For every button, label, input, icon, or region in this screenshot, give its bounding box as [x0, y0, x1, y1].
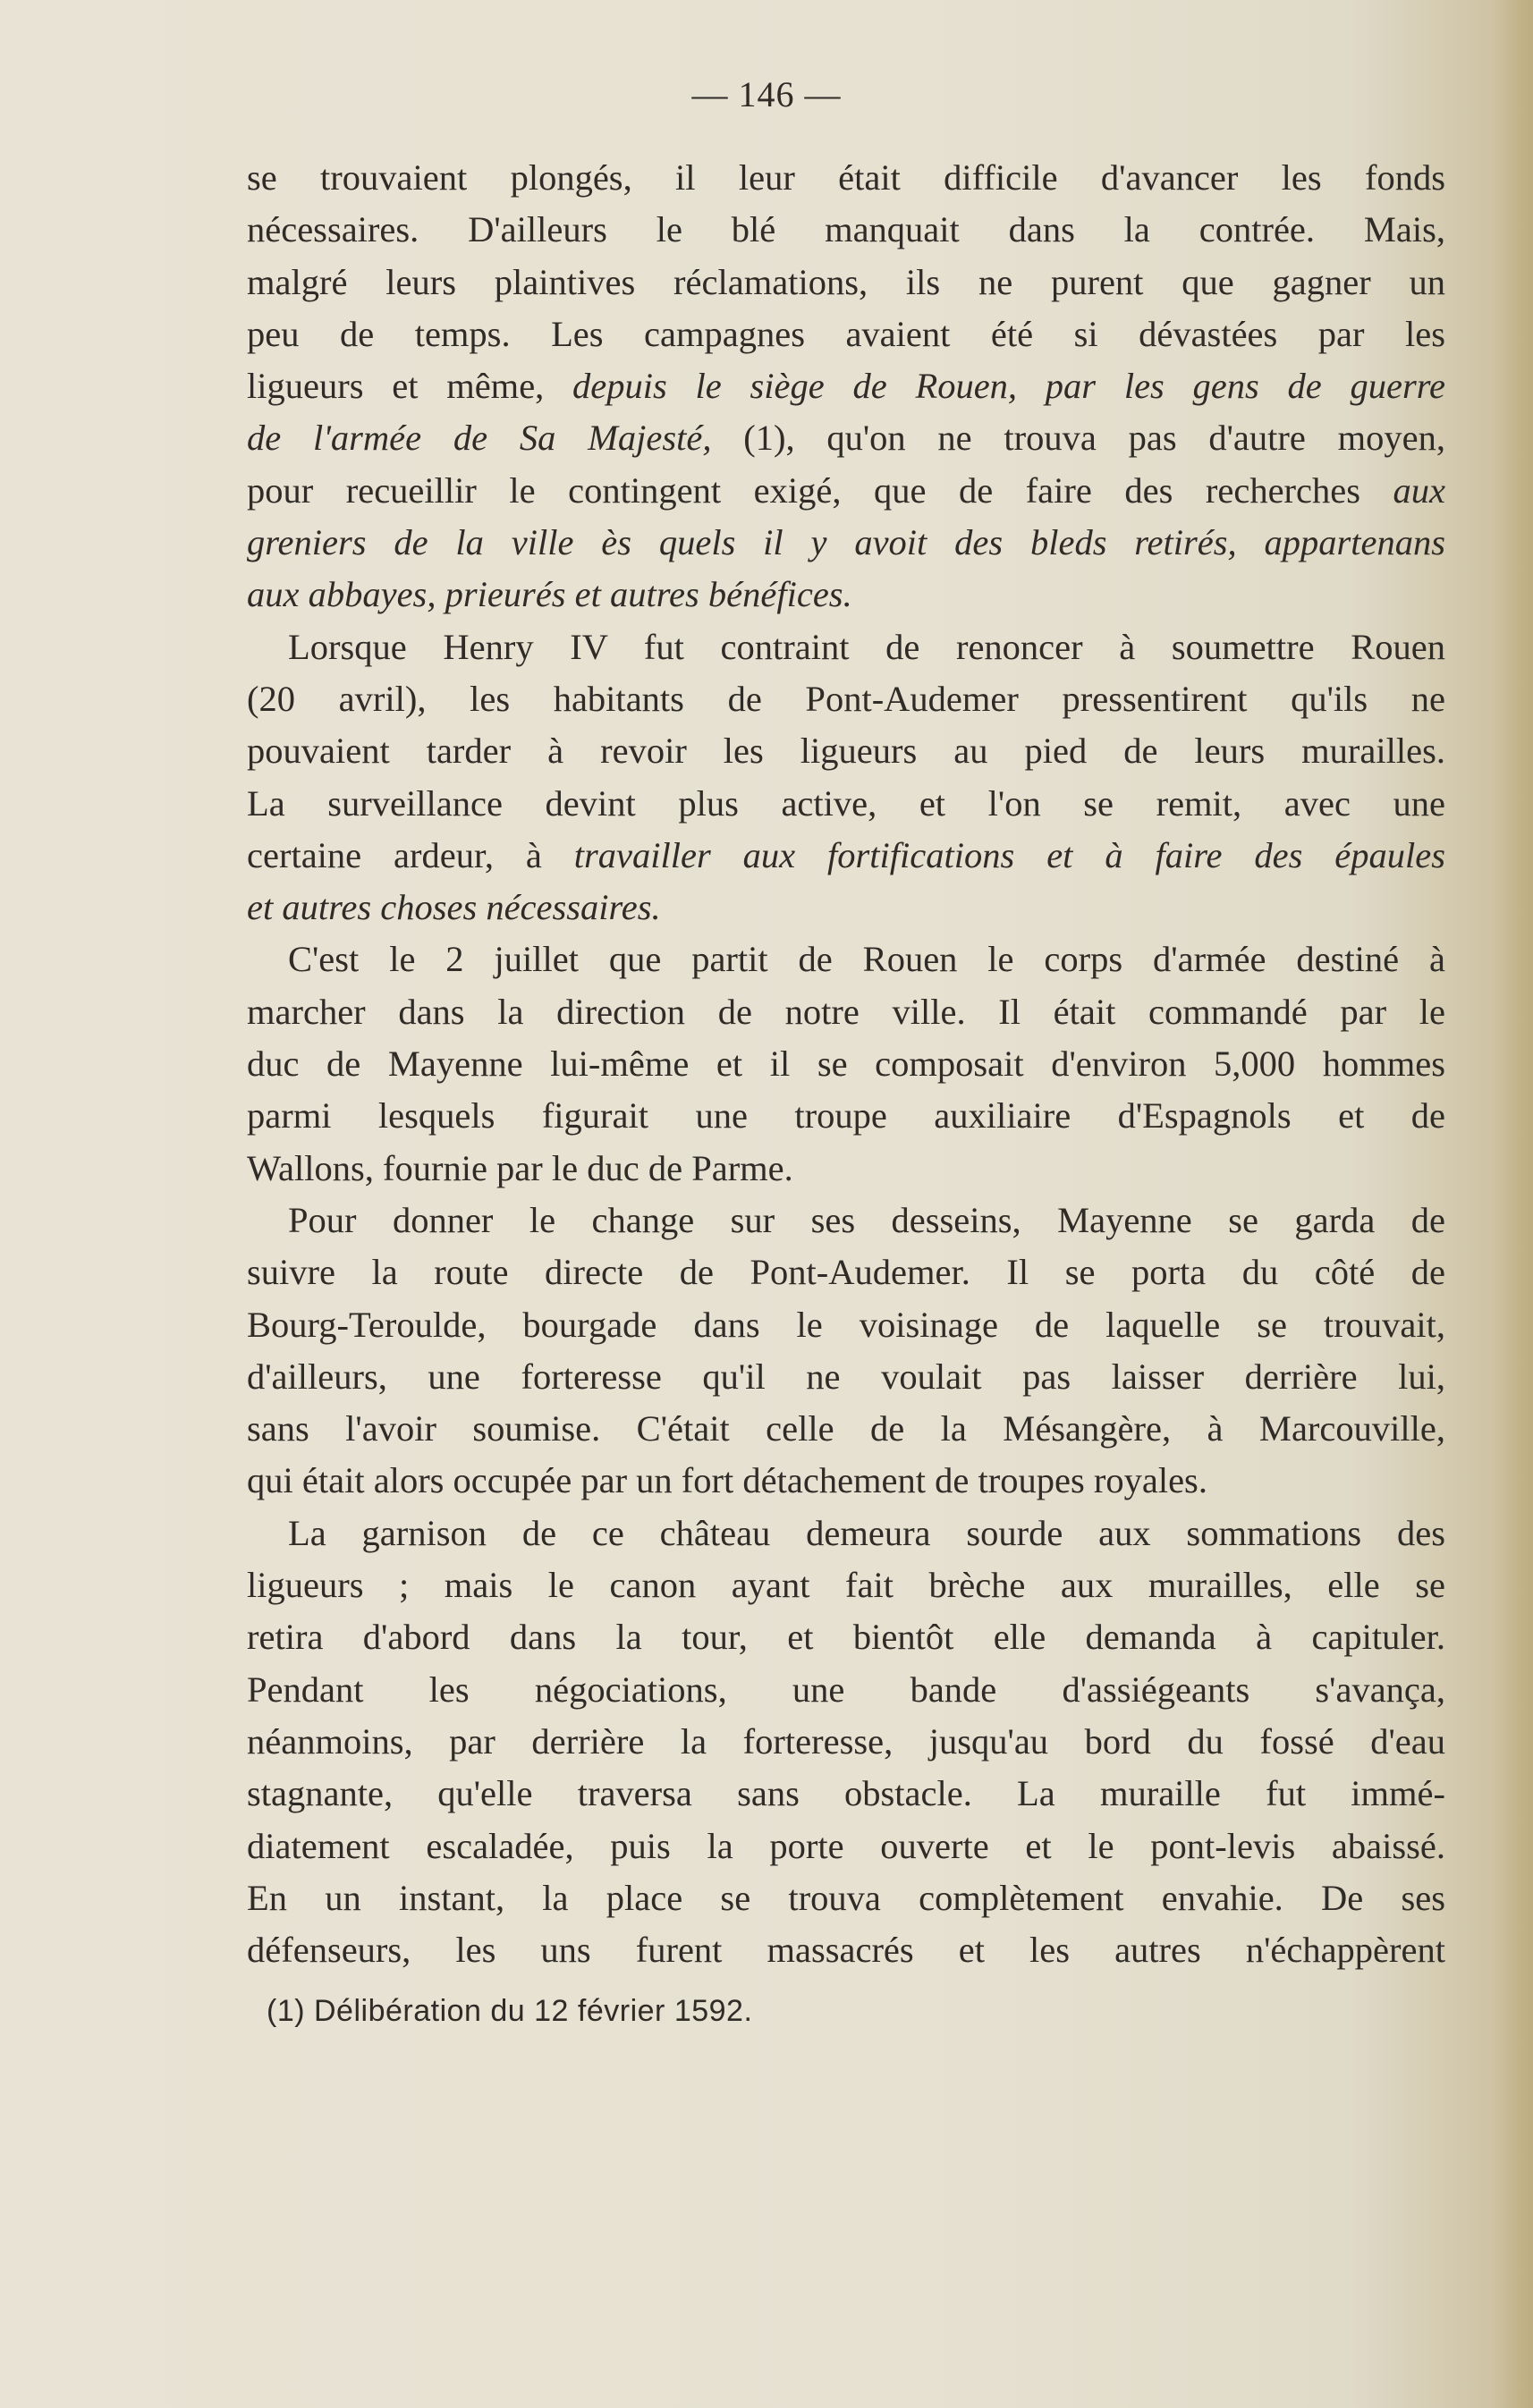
text-line: retira d'abord dans la tour, et bientôt elle demanda à capituler. [247, 1617, 1445, 1658]
text-line: d'ailleurs, une forteresse qu'il ne voulait pas laisser derrière lui, [247, 1356, 1445, 1397]
text-line: de l'armée de Sa Majesté, (1), qu'on ne trouva pas d'autre moyen, [247, 418, 1445, 459]
text-line: ligueurs et même, depuis le siège de Rouen, par les gens de guerre [247, 366, 1445, 407]
text-line: pouvaient tarder à revoir les ligueurs au pied de leurs murailles. [247, 731, 1445, 772]
text-line: se trouvaient plongés, il leur était difficile d'avancer les fonds [247, 157, 1445, 198]
text-line: parmi lesquels figurait une troupe auxiliaire d'Espagnols et de [247, 1095, 1445, 1136]
page-edge-shadow [1492, 0, 1533, 2408]
text-line: qui était alors occupée par un fort détachement de troupes royales. [247, 1460, 1207, 1501]
text-line: Wallons, fournie par le duc de Parme. [247, 1147, 793, 1188]
text-line: marcher dans la direction de notre ville. Il était commandé par le [247, 991, 1445, 1032]
text-line: Pour donner le change sur ses desseins, Mayenne se garda de [288, 1199, 1445, 1240]
text-line: duc de Mayenne lui-même et il se composait d'environ 5,000 hommes [247, 1043, 1445, 1085]
text-line: nécessaires. D'ailleurs le blé manquait dans la contrée. Mais, [247, 209, 1445, 250]
text-line: diatement escaladée, puis la porte ouverte et le pont-levis abaissé. [247, 1825, 1445, 1866]
text-line: ligueurs ; mais le canon ayant fait brèche aux murailles, elle se [247, 1565, 1445, 1606]
body-text [247, 152, 1445, 1976]
text-line: Bourg-Teroulde, bourgade dans le voisinage de laquelle se trouvait, [247, 1304, 1445, 1345]
text-line: C'est le 2 juillet que partit de Rouen le corps d'armée destiné à [288, 939, 1445, 980]
text-line: suivre la route directe de Pont-Audemer. Il se porta du côté de [247, 1252, 1445, 1293]
text-line: certaine ardeur, à travailler aux fortifications et à faire des épaules [247, 834, 1445, 875]
text-line: stagnante, qu'elle traversa sans obstacle. La muraille fut immé- [247, 1773, 1445, 1814]
text-line: aux abbayes, prieurés et autres bénéfices. [247, 574, 852, 615]
text-line: En un instant, la place se trouva complètement envahie. De ses [247, 1877, 1445, 1918]
text-line: néanmoins, par derrière la forteresse, jusqu'au bord du fossé d'eau [247, 1720, 1445, 1762]
text-line: peu de temps. Les campagnes avaient été si dévastées par les [247, 313, 1445, 354]
text-line: La surveillance devint plus active, et l'on se remit, avec une [247, 782, 1445, 824]
footnote: (1) Délibération du 12 février 1592. [267, 1994, 753, 2028]
text-line: Pendant les négociations, une bande d'assiégeants s'avança, [247, 1669, 1445, 1710]
text-line: La garnison de ce château demeura sourde aux sommations des [288, 1512, 1445, 1553]
text-line: et autres choses nécessaires. [247, 887, 661, 928]
text-line: (20 avril), les habitants de Pont-Audemer pressentirent qu'ils ne [247, 678, 1445, 719]
text-line: sans l'avoir soumise. C'était celle de la Mésangère, à Marcouville, [247, 1408, 1445, 1449]
text-line: Lorsque Henry IV fut contraint de renoncer à soumettre Rouen [288, 626, 1445, 667]
text-line: défenseurs, les uns furent massacrés et les autres n'échappèrent [247, 1930, 1445, 1971]
page-number: — 146 — [691, 74, 842, 114]
text-line: greniers de la ville ès quels il y avoit des bleds retirés, appartenans [247, 522, 1445, 563]
text-line: pour recueillir le contingent exigé, que de faire des recherches aux [247, 469, 1445, 511]
text-line: malgré leurs plaintives réclamations, ils ne purent que gagner un [247, 261, 1445, 302]
